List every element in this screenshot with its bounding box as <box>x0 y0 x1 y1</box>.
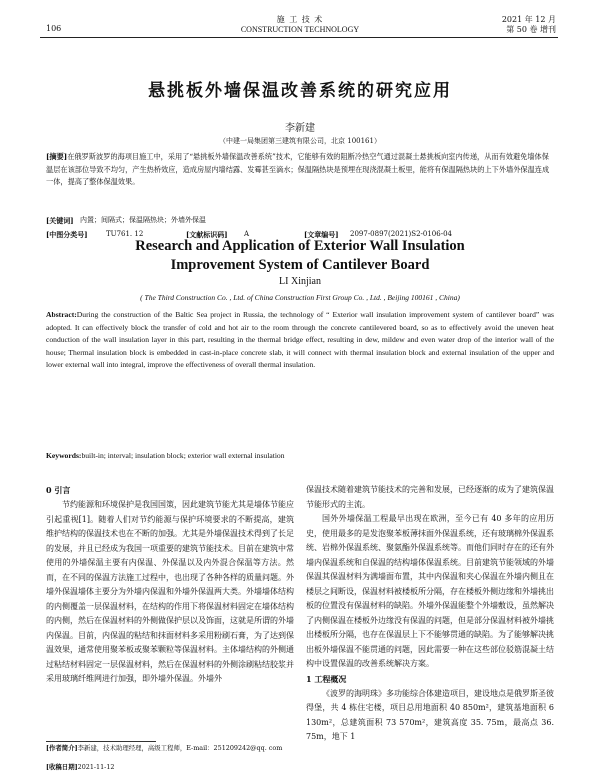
title-en-line1: Research and Application of Exterior Wall Insulation <box>135 238 465 254</box>
doc-code-label: [文献标识码] <box>186 230 228 239</box>
body-right-column <box>306 483 554 745</box>
keywords-en <box>46 450 554 461</box>
keywords-en-label: Keywords: <box>46 451 82 460</box>
abstract-en-label: Abstract: <box>46 310 77 319</box>
section-0-title: 0 引言 <box>46 485 71 495</box>
abstract-cn-text: 在俄罗斯波罗的海项目施工中，采用了“悬挑板外墙保温改善系统”技术，它能够有效的阻断冷热空气通过混凝土悬挑板向室内传递，从而有效避免墙体保温层在该部位导致不均匀，产生热桥效应，造成房屋内墙结露、发霉甚至滴水；保温隔热块是预埋在现浇混凝土板里，能将有保温隔热块的上下外墙外保温连成一体，提高了整体保温效果。 <box>46 152 550 186</box>
abstract-cn <box>46 151 554 189</box>
article-number-label: [文章编号] <box>304 230 339 239</box>
keywords-cn-label: [关键词] <box>46 216 74 225</box>
intro-paragraph-continued: 保温技术随着建筑节能技术的完善和发展，已经逐渐的成为了建筑保温节能形式的主流。 <box>306 485 554 509</box>
footnote-author <box>46 743 296 754</box>
footnote-author-text: 李新建，技术助理经理，高级工程师，E-mail：251209242@qq. com <box>77 744 283 752</box>
title-cn: 悬挑板外墙保温改善系统的研究应用 <box>148 81 452 101</box>
article-number-value: 2097-0897(2021)S2-0106-04 <box>350 230 452 238</box>
project-overview-paragraph: 《波罗的海明珠》多功能综合体建造项目，建设地点是俄罗斯圣彼得堡，共 4 栋住宅楼，项目总用地面积 40 850m²，建筑基地面积 6 130m²，总建筑面积 73 570m²，建筑高度 35. 75m，最高点 36. 75m，地下 1 <box>306 688 554 741</box>
footnote-received <box>46 762 296 773</box>
section-1-title: 1 工程概况 <box>306 673 347 684</box>
issue-volume: 第 50 卷 增刊 <box>506 25 556 34</box>
doc-code-value: A <box>244 230 250 238</box>
title-en-line2: Improvement System of Cantilever Board <box>170 257 430 273</box>
body-left-column <box>46 483 294 687</box>
affiliation-en: ( The Third Construction Co. , Ltd. of China Construction First Group Co. , Ltd. , Beijing 100161 , China) <box>140 293 460 302</box>
author-en: LI Xinjian <box>279 276 321 287</box>
keywords-cn-text: 内置；间隔式；保温隔热块；外墙外保温 <box>80 216 206 224</box>
clc-value: TU761. 12 <box>106 230 144 238</box>
footnote-received-date: 2021-11-12 <box>77 763 115 771</box>
journal-name-cn: 施 工 技 术 <box>276 15 324 24</box>
journal-name-en: CONSTRUCTION TECHNOLOGY <box>240 25 360 34</box>
page-number: 106 <box>46 24 62 33</box>
affiliation-cn: （中建一局集团第三建筑有限公司，北京 100161） <box>219 137 381 145</box>
intro-paragraph: 节约能源和环境保护是我国国策，因此建筑节能尤其是墙体节能应引起重视[1]。随着人们对节约能源与保护环境要求的不断提高，建筑维护结构的保温技术也在不断的加强。尤其是外墙保温技术得到了长足的发展，并且已经成为我国一项重要的建筑节能技术。目前在建筑中常使用的外墙保温主要有内保温、外保温以及内外混合保温等方法。然而，在不同的保温方法施工过程中，也出现了各种各样的质量问题。外墙外保温墙体主要分为外墙内保温和外墙外保温两大类。外墙墙体结构的内侧覆盖一层保温材料，在结构的作用下将保温材料固定在墙体结构的内侧，然后在保温材料的外侧做保护层以及饰面，这就是所谓的外墙内保温。目前，内保温的粘结和抹面材料多采用粉刷石膏，为了达到保温效果，通常使用聚苯板或聚苯颗粒等保温材料。主体墙结构的外侧通过粘结材料固定一层保温材料，然后在保温材料的外侧涂刷粘结胶浆并采用玻璃纤维网进行加强，即外墙外保温。外墙外 <box>46 500 294 683</box>
footnote-received-label: [收稿日期] <box>46 763 78 771</box>
header-rule <box>40 37 558 38</box>
abstract-cn-label: [摘要] <box>46 152 68 161</box>
author-cn: 李新建 <box>285 123 315 134</box>
footnote-author-label: [作者简介] <box>46 744 78 752</box>
footnote-rule <box>46 741 156 742</box>
foreign-practice-paragraph: 国外外墙保温工程最早出现在欧洲，至今已有 40 多年的应用历史，使用最多的是发泡聚苯板薄抹面外保温系统，还有玻璃棉外保温系统、岩棉外保温系统、聚氨酯外保温系统等。而他们同时存在的还有外墙内保温系统和自保温的结构墙体保温系统。目前建筑节能领域的外墙保温其保温材料为满墙面布置，其中内保温和夹心保温在外墙内侧且在楼层之间断设，保温材料被楼板所分隔，存在楼板外侧边缘和外墙挑出板的位置没有保温材料的缺陷。外墙外保温能整个外墙敷设，虽然解决了内侧保温在楼板外边缘没有保温的问题，但是部分保温材料被外墙挑出楼板所分隔，也存在保温层上下不能够贯通的缺陷。为了能够解决挑出板外墙保温不能贯通的问题，因此需要一种在这些部位驳筋混凝土结构中设置保温的改善系统解决方案。 <box>306 514 554 668</box>
abstract-en <box>46 309 554 372</box>
abstract-en-text: During the construction of the Baltic Sea project in Russia, the technology of “ Exterior wall insulation improvement system of cantilever board” was adopted. It can effectively block the transfer of cold and hot air to the room through the concrete cantilevered board, so as to effectively avoid the uneven heat conduction of the wall insulation layer in this part, resulting in the thermal bridge effect, resulting in dew, mildew and even water drop of the interior wall of the house; Thermal insulation block is embedded in cast-in-place concrete slab, it will connect with thermal insulation block and external insulation of the upper and lower external wall into integral, improve the effectiveness of overall thermal insulation. <box>46 310 554 370</box>
keywords-en-text: built-in; interval; insulation block; exterior wall external insulation <box>81 451 285 460</box>
issue-date: 2021 年 12 月 <box>501 15 556 24</box>
clc-label: [中图分类号] <box>46 230 88 239</box>
